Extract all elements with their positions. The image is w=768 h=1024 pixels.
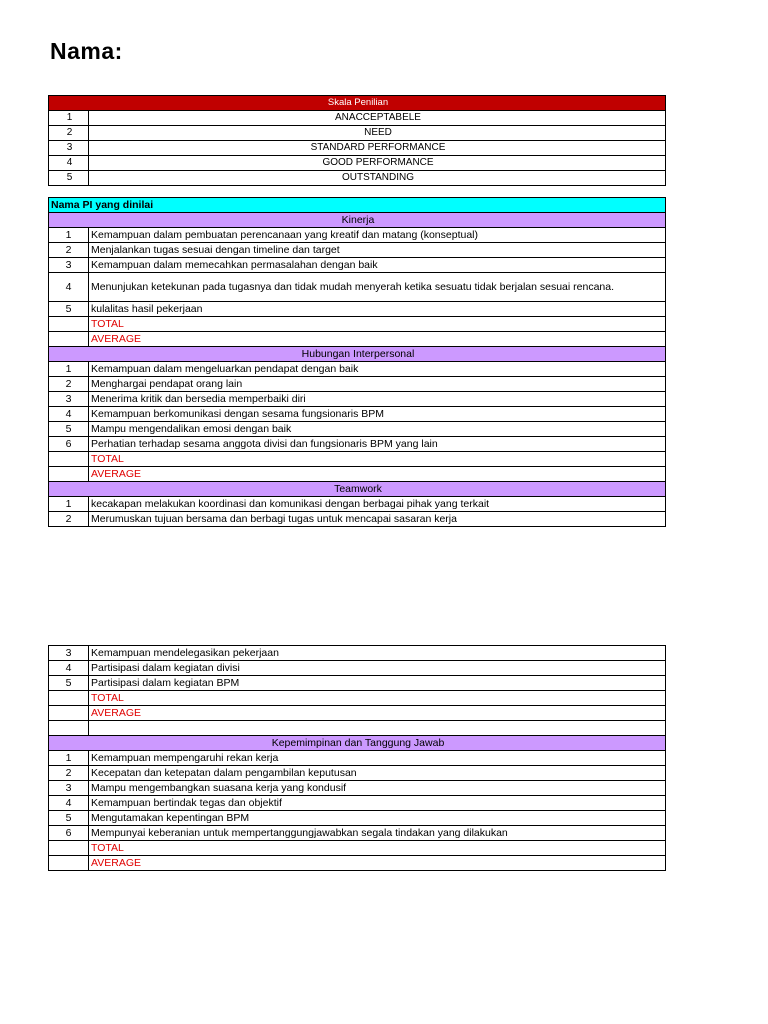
- nama-pi-row: [49, 198, 666, 213]
- criteria-number: 1: [49, 228, 89, 243]
- criteria-number: 2: [49, 377, 89, 392]
- criteria-text: Menerima kritik dan bersedia memperbaiki diri: [89, 392, 666, 407]
- criteria-row: [49, 258, 666, 273]
- criteria-text: Kemampuan dalam mengeluarkan pendapat dengan baik: [89, 362, 666, 377]
- rating-scale-header: Skala Penilian: [49, 96, 666, 111]
- section-header-interpersonal: [49, 347, 666, 362]
- scale-label: STANDARD PERFORMANCE: [89, 141, 666, 156]
- section-header-teamwork: [49, 482, 666, 497]
- criteria-row: [49, 661, 666, 676]
- criteria-text: Partisipasi dalam kegiatan BPM: [89, 676, 666, 691]
- criteria-text: Mempunyai keberanian untuk mempertanggungjawabkan segala tindakan yang dilakukan: [89, 826, 666, 841]
- criteria-text: Partisipasi dalam kegiatan divisi: [89, 661, 666, 676]
- criteria-number: 6: [49, 826, 89, 841]
- criteria-number: 4: [49, 273, 89, 302]
- scale-number: 4: [49, 156, 89, 171]
- criteria-row: [49, 646, 666, 661]
- criteria-row: [49, 377, 666, 392]
- criteria-number: 2: [49, 512, 89, 527]
- average-label: AVERAGE: [89, 467, 666, 482]
- scale-label: GOOD PERFORMANCE: [89, 156, 666, 171]
- section-header-kepemimpinan: [49, 736, 666, 751]
- criteria-number: 3: [49, 781, 89, 796]
- criteria-row: [49, 676, 666, 691]
- average-row: [49, 332, 666, 347]
- criteria-number: 6: [49, 437, 89, 452]
- criteria-row: [49, 497, 666, 512]
- criteria-number: 4: [49, 796, 89, 811]
- rating-scale-table: [48, 95, 666, 186]
- total-label: TOTAL: [89, 691, 666, 706]
- criteria-row: [49, 512, 666, 527]
- criteria-number: 2: [49, 766, 89, 781]
- criteria-row: [49, 781, 666, 796]
- criteria-text: kecakapan melakukan koordinasi dan komunikasi dengan berbagai pihak yang terkait: [89, 497, 666, 512]
- criteria-row: [49, 362, 666, 377]
- scale-number: 5: [49, 171, 89, 186]
- criteria-row: [49, 302, 666, 317]
- criteria-row: [49, 811, 666, 826]
- criteria-row: [49, 796, 666, 811]
- criteria-number: 3: [49, 392, 89, 407]
- average-label: AVERAGE: [89, 856, 666, 871]
- criteria-row: [49, 392, 666, 407]
- criteria-number: 1: [49, 362, 89, 377]
- criteria-text: Menjalankan tugas sesuai dengan timeline dan target: [89, 243, 666, 258]
- section-title: Kinerja: [49, 213, 666, 228]
- criteria-text: Mampu mengendalikan emosi dengan baik: [89, 422, 666, 437]
- scale-number: 3: [49, 141, 89, 156]
- nama-pi-label: Nama PI yang dinilai: [49, 198, 666, 213]
- criteria-number: 5: [49, 676, 89, 691]
- average-label: AVERAGE: [89, 706, 666, 721]
- criteria-row: [49, 826, 666, 841]
- total-row: [49, 317, 666, 332]
- criteria-row: [49, 243, 666, 258]
- criteria-row: [49, 407, 666, 422]
- criteria-number: 4: [49, 407, 89, 422]
- criteria-row: [49, 766, 666, 781]
- criteria-text: Kemampuan mendelegasikan pekerjaan: [89, 646, 666, 661]
- total-label: TOTAL: [89, 317, 666, 332]
- criteria-number: 5: [49, 422, 89, 437]
- average-row: [49, 856, 666, 871]
- average-row: [49, 706, 666, 721]
- criteria-text: Kemampuan dalam pembuatan perencanaan yang kreatif dan matang (konseptual): [89, 228, 666, 243]
- criteria-number: 2: [49, 243, 89, 258]
- criteria-text: Kemampuan berkomunikasi dengan sesama fungsionaris BPM: [89, 407, 666, 422]
- scale-row: [49, 111, 666, 126]
- criteria-number: 5: [49, 811, 89, 826]
- scale-row: [49, 141, 666, 156]
- total-row: [49, 452, 666, 467]
- criteria-row: [49, 273, 666, 302]
- scale-row: [49, 126, 666, 141]
- scale-number: 1: [49, 111, 89, 126]
- scale-label: NEED: [89, 126, 666, 141]
- average-label: AVERAGE: [89, 332, 666, 347]
- spacer-row: [49, 721, 666, 736]
- page-title: Nama:: [50, 38, 123, 64]
- section-header-kinerja: [49, 213, 666, 228]
- scale-label: ANACCEPTABELE: [89, 111, 666, 126]
- scale-row: [49, 171, 666, 186]
- criteria-table-part-1: [48, 197, 666, 527]
- criteria-text: Mengutamakan kepentingan BPM: [89, 811, 666, 826]
- criteria-text: Merumuskan tujuan bersama dan berbagi tugas untuk mencapai sasaran kerja: [89, 512, 666, 527]
- criteria-text: Kemampuan dalam memecahkan permasalahan dengan baik: [89, 258, 666, 273]
- criteria-number: 5: [49, 302, 89, 317]
- scale-label: OUTSTANDING: [89, 171, 666, 186]
- criteria-row: [49, 437, 666, 452]
- criteria-number: 1: [49, 497, 89, 512]
- criteria-row: [49, 422, 666, 437]
- criteria-number: 1: [49, 751, 89, 766]
- total-row: [49, 691, 666, 706]
- criteria-text: Perhatian terhadap sesama anggota divisi dan fungsionaris BPM yang lain: [89, 437, 666, 452]
- criteria-text: Menunjukan ketekunan pada tugasnya dan tidak mudah menyerah ketika sesuatu tidak berjalan sesuai rencana.: [89, 273, 666, 302]
- criteria-text: Menghargai pendapat orang lain: [89, 377, 666, 392]
- section-title: Hubungan Interpersonal: [49, 347, 666, 362]
- criteria-number: 3: [49, 646, 89, 661]
- criteria-text: kulalitas hasil pekerjaan: [89, 302, 666, 317]
- total-row: [49, 841, 666, 856]
- criteria-table-part-2: [48, 645, 666, 871]
- total-label: TOTAL: [89, 452, 666, 467]
- criteria-text: Kecepatan dan ketepatan dalam pengambilan keputusan: [89, 766, 666, 781]
- section-title: Teamwork: [49, 482, 666, 497]
- criteria-row: [49, 228, 666, 243]
- criteria-text: Kemampuan mempengaruhi rekan kerja: [89, 751, 666, 766]
- criteria-number: 4: [49, 661, 89, 676]
- criteria-text: Kemampuan bertindak tegas dan objektif: [89, 796, 666, 811]
- criteria-text: Mampu mengembangkan suasana kerja yang kondusif: [89, 781, 666, 796]
- average-row: [49, 467, 666, 482]
- scale-row: [49, 156, 666, 171]
- scale-number: 2: [49, 126, 89, 141]
- section-title: Kepemimpinan dan Tanggung Jawab: [49, 736, 666, 751]
- criteria-row: [49, 751, 666, 766]
- rating-scale-header-row: [49, 96, 666, 111]
- criteria-number: 3: [49, 258, 89, 273]
- total-label: TOTAL: [89, 841, 666, 856]
